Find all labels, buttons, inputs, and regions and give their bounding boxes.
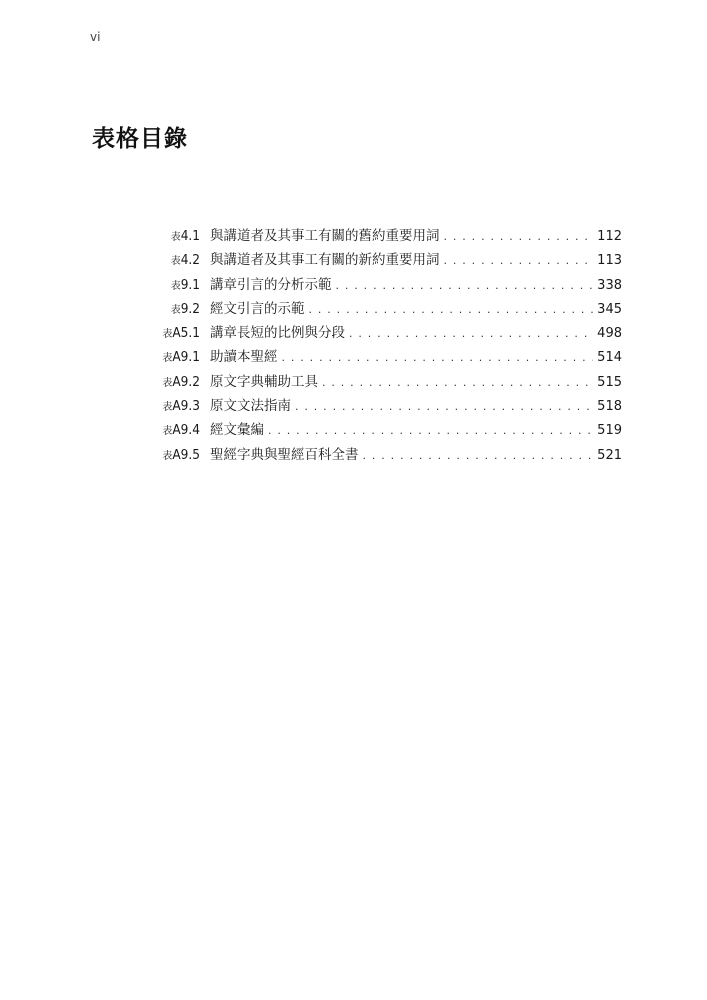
toc-entry bbox=[140, 321, 622, 345]
toc-entry bbox=[140, 297, 622, 321]
dot-leader bbox=[282, 351, 594, 364]
table-title: 原文文法指南 bbox=[210, 398, 291, 415]
dot-leader bbox=[309, 303, 594, 316]
page-ref: 498 bbox=[597, 326, 622, 342]
toc-entry bbox=[140, 345, 622, 369]
table-number: 表A9.1 bbox=[162, 349, 200, 366]
toc-entry bbox=[140, 443, 622, 467]
dot-leader bbox=[295, 400, 593, 413]
table-title: 與講道者及其事工有關的新約重要用詞 bbox=[210, 252, 440, 269]
toc-entry bbox=[140, 248, 622, 272]
toc-entry bbox=[140, 224, 622, 248]
table-title: 經文引言的示範 bbox=[210, 300, 305, 317]
table-title: 講章引言的分析示範 bbox=[210, 276, 332, 293]
table-title: 聖經字典與聖經百科全書 bbox=[210, 446, 359, 463]
table-number: 表A5.1 bbox=[162, 325, 200, 342]
toc-entry bbox=[140, 418, 622, 442]
dot-leader bbox=[268, 424, 593, 437]
table-number: 表9.2 bbox=[170, 300, 200, 317]
page-ref: 519 bbox=[597, 423, 622, 439]
table-title: 助讀本聖經 bbox=[210, 349, 278, 366]
table-number: 表4.1 bbox=[170, 228, 200, 244]
page-ref: 112 bbox=[597, 229, 622, 244]
page-ref: 338 bbox=[597, 277, 622, 293]
page-ref: 113 bbox=[597, 253, 622, 269]
toc-entry bbox=[140, 394, 622, 418]
table-title: 經文彙編 bbox=[210, 422, 264, 439]
table-number: 表A9.2 bbox=[162, 373, 200, 390]
dot-leader bbox=[444, 230, 594, 243]
page-number: vi bbox=[90, 30, 101, 44]
dot-leader bbox=[349, 327, 593, 340]
page-ref: 514 bbox=[597, 350, 622, 366]
toc-entry bbox=[140, 370, 622, 394]
page-ref: 345 bbox=[597, 301, 622, 317]
table-number: 表A9.3 bbox=[162, 398, 200, 415]
table-title: 講章長短的比例與分段 bbox=[210, 325, 345, 342]
table-of-tables bbox=[140, 224, 622, 467]
dot-leader bbox=[363, 449, 594, 462]
table-number: 表9.1 bbox=[170, 276, 200, 293]
page-ref: 518 bbox=[597, 399, 622, 415]
toc-entry bbox=[140, 273, 622, 297]
dot-leader bbox=[322, 376, 593, 389]
dot-leader bbox=[444, 254, 594, 267]
table-title: 原文字典輔助工具 bbox=[210, 373, 318, 390]
page-title: 表格目錄 bbox=[92, 126, 188, 152]
table-number: 表4.2 bbox=[170, 252, 200, 269]
page-ref: 515 bbox=[597, 374, 622, 390]
dot-leader bbox=[336, 279, 594, 292]
table-title: 與講道者及其事工有關的舊約重要用詞 bbox=[210, 228, 440, 244]
page-ref: 521 bbox=[597, 447, 622, 463]
table-number: 表A9.5 bbox=[162, 446, 200, 463]
table-number: 表A9.4 bbox=[162, 422, 200, 439]
